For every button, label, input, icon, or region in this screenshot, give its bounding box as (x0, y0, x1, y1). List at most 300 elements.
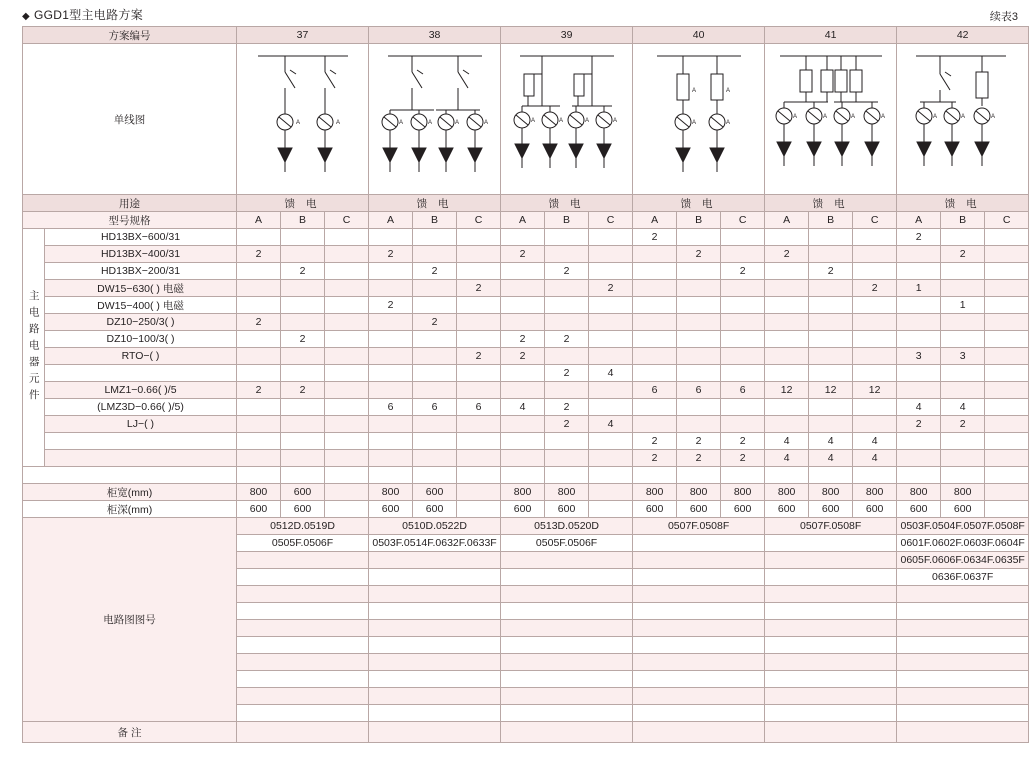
cell (501, 365, 545, 382)
cell (589, 246, 633, 263)
svg-text:A: A (725, 88, 730, 94)
svg-text:A: A (427, 120, 432, 126)
cell (413, 280, 457, 297)
circuit-code-40 (633, 620, 765, 637)
cell (985, 348, 1029, 365)
cell (853, 365, 897, 382)
cell (369, 433, 413, 450)
circuit-code-42 (897, 671, 1029, 688)
cell (765, 297, 809, 314)
cell: 800 (897, 484, 941, 501)
cell (237, 399, 281, 416)
cell (237, 450, 281, 467)
continuation-label: 续表3 (989, 11, 1018, 23)
cell (589, 382, 633, 399)
cell (545, 297, 589, 314)
cell: 2 (941, 246, 985, 263)
component-name: (LMZ3D−0.66( )/5) (45, 399, 237, 416)
cell (369, 467, 413, 484)
cell: 4 (589, 416, 633, 433)
circuit-code-41 (765, 620, 897, 637)
cell (281, 314, 325, 331)
sub-col-a-39: A (501, 212, 545, 229)
cell: 800 (237, 484, 281, 501)
svg-text:A: A (880, 114, 885, 120)
cell (457, 365, 501, 382)
table-row (23, 314, 1029, 331)
component-name: HD13BX−600/31 (45, 229, 237, 246)
cell (545, 246, 589, 263)
cell (501, 297, 545, 314)
cell: 2 (633, 229, 677, 246)
cell (677, 263, 721, 280)
circuit-code-41 (765, 705, 897, 722)
cell (809, 314, 853, 331)
sub-col-b-38: B (413, 212, 457, 229)
cell (325, 501, 369, 518)
cell (897, 263, 941, 280)
cell (457, 331, 501, 348)
circuit-code-41: 0507F.0508F (765, 518, 897, 535)
cell: 600 (369, 501, 413, 518)
svg-text:A: A (850, 114, 855, 120)
cell: 2 (545, 399, 589, 416)
diagram-38 (369, 44, 501, 195)
cell (633, 467, 677, 484)
circuit-code-39 (501, 552, 633, 569)
cell (281, 297, 325, 314)
component-name: DW15−400( ) 电磁 (45, 297, 237, 314)
cell (809, 331, 853, 348)
svg-text:A: A (822, 114, 827, 120)
svg-text:A: A (398, 120, 403, 126)
cell (457, 382, 501, 399)
cell (325, 229, 369, 246)
cell (677, 399, 721, 416)
cell: 2 (501, 331, 545, 348)
cell (765, 314, 809, 331)
cell (941, 229, 985, 246)
cell (413, 433, 457, 450)
cabinet-width-label: 柜宽(mm) (23, 484, 237, 501)
cell (237, 297, 281, 314)
cell (985, 365, 1029, 382)
svg-text:A: A (295, 120, 300, 126)
cell (325, 263, 369, 280)
cell (589, 501, 633, 518)
remark-41 (765, 722, 897, 743)
cell (897, 365, 941, 382)
usage-value-42: 馈 电 (897, 195, 1029, 212)
sub-col-c-39: C (589, 212, 633, 229)
cell: 800 (809, 484, 853, 501)
cell (369, 416, 413, 433)
cell (809, 416, 853, 433)
cell (809, 246, 853, 263)
table-row (23, 382, 1029, 399)
table-row (23, 229, 1029, 246)
cell: 600 (281, 501, 325, 518)
cell (413, 450, 457, 467)
cell (281, 450, 325, 467)
circuit-code-42: 0605F.0606F.0634F.0635F (897, 552, 1029, 569)
cell (765, 280, 809, 297)
cell: 4 (501, 399, 545, 416)
svg-text:A: A (961, 114, 966, 120)
cell (501, 263, 545, 280)
cell: 4 (765, 433, 809, 450)
circuit-code-39 (501, 603, 633, 620)
remark-37 (237, 722, 369, 743)
cell: 6 (413, 399, 457, 416)
cell: 12 (809, 382, 853, 399)
cell (281, 399, 325, 416)
cell (545, 450, 589, 467)
circuit-code-40 (633, 586, 765, 603)
circuit-code-38 (369, 671, 501, 688)
component-name: DZ10−250/3( ) (45, 314, 237, 331)
circuit-code-40 (633, 671, 765, 688)
cell (589, 348, 633, 365)
circuit-code-41 (765, 535, 897, 552)
cell (633, 331, 677, 348)
cell (325, 433, 369, 450)
remark-38 (369, 722, 501, 743)
cell (281, 433, 325, 450)
cell (941, 331, 985, 348)
circuit-code-42 (897, 705, 1029, 722)
table-row (23, 263, 1029, 280)
diamond-icon: ◆ (22, 11, 30, 22)
sub-col-c-42: C (985, 212, 1029, 229)
cell (413, 467, 457, 484)
cell (809, 467, 853, 484)
table-row (23, 399, 1029, 416)
cell: 2 (897, 416, 941, 433)
cell (281, 467, 325, 484)
cell (633, 246, 677, 263)
cell (325, 331, 369, 348)
cell: 2 (589, 280, 633, 297)
cell (985, 416, 1029, 433)
cell (809, 399, 853, 416)
component-name: DW15−630( ) 电磁 (45, 280, 237, 297)
svg-text:A: A (933, 114, 938, 120)
cell (633, 280, 677, 297)
spacer-label (23, 467, 237, 484)
scheme-number-37: 37 (237, 27, 369, 44)
cell: 2 (677, 246, 721, 263)
single-line-diagram-row (23, 44, 1029, 195)
spacer-row (23, 467, 1029, 484)
circuit-code-38 (369, 705, 501, 722)
component-name: HD13BX−400/31 (45, 246, 237, 263)
cell (633, 348, 677, 365)
single-line-label: 单线图 (23, 44, 237, 195)
cell (281, 246, 325, 263)
cell: 4 (853, 450, 897, 467)
cell (457, 263, 501, 280)
cell (985, 450, 1029, 467)
circuit-code-40 (633, 569, 765, 586)
cell (457, 314, 501, 331)
scheme-table (22, 26, 1029, 743)
circuit-code-38 (369, 620, 501, 637)
cell (281, 348, 325, 365)
usage-value-40: 馈 电 (633, 195, 765, 212)
circuit-code-39 (501, 637, 633, 654)
component-name: RTO−( ) (45, 348, 237, 365)
circuit-code-37 (237, 620, 369, 637)
model-spec-row (23, 212, 1029, 229)
circuit-code-39 (501, 586, 633, 603)
circuit-code-41 (765, 569, 897, 586)
cell (281, 416, 325, 433)
cell (589, 399, 633, 416)
cell (237, 467, 281, 484)
cell (721, 331, 765, 348)
cell (457, 297, 501, 314)
circuit-code-40 (633, 637, 765, 654)
cell (281, 365, 325, 382)
circuit-code-40 (633, 654, 765, 671)
scheme-number-39: 39 (501, 27, 633, 44)
cell (941, 450, 985, 467)
cell: 2 (457, 280, 501, 297)
cell (765, 229, 809, 246)
cell (589, 467, 633, 484)
circuit-code-42 (897, 603, 1029, 620)
usage-value-39: 馈 电 (501, 195, 633, 212)
cell (897, 314, 941, 331)
cell (985, 229, 1029, 246)
cell (897, 246, 941, 263)
svg-text:A: A (991, 114, 996, 120)
circuit-code-42: 0503F.0504F.0507F.0508F (897, 518, 1029, 535)
circuit-code-37 (237, 671, 369, 688)
cell (237, 365, 281, 382)
row-header-label: 方案编号 (23, 27, 237, 44)
circuit-code-40 (633, 705, 765, 722)
cell: 800 (369, 484, 413, 501)
cell (633, 365, 677, 382)
model-spec-label: 型号规格 (23, 212, 237, 229)
cell (677, 467, 721, 484)
cell (985, 246, 1029, 263)
cell (325, 450, 369, 467)
sub-col-b-40: B (677, 212, 721, 229)
cell: 600 (413, 484, 457, 501)
circuit-code-37 (237, 603, 369, 620)
svg-text:A: A (612, 118, 617, 124)
cell (369, 348, 413, 365)
cell (501, 382, 545, 399)
scheme-number-42: 42 (897, 27, 1029, 44)
circuit-code-39 (501, 705, 633, 722)
cell: 600 (545, 501, 589, 518)
cell (545, 280, 589, 297)
table-row (23, 348, 1029, 365)
cell (765, 263, 809, 280)
document-title (22, 6, 143, 23)
cell (721, 467, 765, 484)
cell (853, 297, 897, 314)
cell (457, 450, 501, 467)
cell (545, 348, 589, 365)
cell (677, 297, 721, 314)
cell (897, 433, 941, 450)
cell (985, 297, 1029, 314)
circuit-code-39 (501, 620, 633, 637)
cell (765, 365, 809, 382)
svg-text:A: A (558, 118, 563, 124)
cell (765, 348, 809, 365)
scheme-number-41: 41 (765, 27, 897, 44)
cell (281, 229, 325, 246)
cell (501, 467, 545, 484)
cell (457, 501, 501, 518)
circuit-code-39: 0513D.0520D (501, 518, 633, 535)
cell (985, 467, 1029, 484)
cell (853, 467, 897, 484)
cell (589, 331, 633, 348)
circuit-code-40 (633, 535, 765, 552)
cell (941, 280, 985, 297)
cell: 2 (369, 297, 413, 314)
diagram-37 (237, 44, 369, 195)
cell: 600 (413, 501, 457, 518)
circuit-code-38 (369, 637, 501, 654)
cell: 2 (721, 433, 765, 450)
svg-text:A: A (454, 120, 459, 126)
cell (325, 348, 369, 365)
cell: 4 (809, 433, 853, 450)
cell (413, 348, 457, 365)
circuit-code-39 (501, 654, 633, 671)
cell (633, 263, 677, 280)
cell: 800 (941, 484, 985, 501)
cell (677, 314, 721, 331)
cell: 600 (809, 501, 853, 518)
sub-col-b-37: B (281, 212, 325, 229)
cell: 2 (457, 348, 501, 365)
circuit-code-42 (897, 637, 1029, 654)
cabinet-width-row (23, 484, 1029, 501)
cell (721, 229, 765, 246)
cabinet-depth-label: 柜深(mm) (23, 501, 237, 518)
cell (809, 365, 853, 382)
cell (897, 297, 941, 314)
cell (325, 484, 369, 501)
cell (853, 399, 897, 416)
remark-39 (501, 722, 633, 743)
cell: 4 (589, 365, 633, 382)
cell (941, 263, 985, 280)
cell (589, 229, 633, 246)
circuit-code-41 (765, 552, 897, 569)
cell: 2 (853, 280, 897, 297)
cell (501, 450, 545, 467)
circuit-code-42 (897, 688, 1029, 705)
cell (589, 433, 633, 450)
cell (765, 467, 809, 484)
cell (853, 263, 897, 280)
cell: 800 (501, 484, 545, 501)
circuit-code-41 (765, 671, 897, 688)
cell (897, 382, 941, 399)
circuit-code-39 (501, 569, 633, 586)
circuit-code-row (23, 518, 1029, 535)
cell (413, 365, 457, 382)
cell (809, 280, 853, 297)
cell (985, 501, 1029, 518)
component-name: LMZ1−0.66( )/5 (45, 382, 237, 399)
cell (721, 365, 765, 382)
cell: 800 (721, 484, 765, 501)
cell: 6 (457, 399, 501, 416)
svg-text:A: A (335, 120, 340, 126)
cell (765, 399, 809, 416)
side-label-main: 主电路电器元件 (23, 229, 45, 467)
cell (721, 280, 765, 297)
circuit-code-37 (237, 688, 369, 705)
circuit-code-37 (237, 569, 369, 586)
sub-col-a-38: A (369, 212, 413, 229)
cell: 2 (545, 263, 589, 280)
circuit-code-40 (633, 552, 765, 569)
cell (545, 229, 589, 246)
cell (237, 280, 281, 297)
cell (369, 263, 413, 280)
table-row (23, 365, 1029, 382)
cell (369, 280, 413, 297)
cell (457, 467, 501, 484)
circuit-code-38 (369, 586, 501, 603)
component-name: LJ−( ) (45, 416, 237, 433)
cell (545, 382, 589, 399)
remark-42 (897, 722, 1029, 743)
cell (765, 331, 809, 348)
usage-value-38: 馈 电 (369, 195, 501, 212)
cell (501, 229, 545, 246)
cell: 800 (677, 484, 721, 501)
cell: 6 (369, 399, 413, 416)
cell: 600 (237, 501, 281, 518)
cell (721, 348, 765, 365)
cell (985, 382, 1029, 399)
sub-col-c-37: C (325, 212, 369, 229)
cell: 2 (545, 416, 589, 433)
cell: 3 (897, 348, 941, 365)
cell (677, 331, 721, 348)
cell (325, 297, 369, 314)
cell: 2 (721, 263, 765, 280)
diagram-40 (633, 44, 765, 195)
cell (633, 297, 677, 314)
cell (457, 416, 501, 433)
cell (721, 399, 765, 416)
cell (237, 416, 281, 433)
cell: 600 (501, 501, 545, 518)
sub-col-c-38: C (457, 212, 501, 229)
cell: 3 (941, 348, 985, 365)
cell (809, 229, 853, 246)
cell (413, 297, 457, 314)
cell (853, 331, 897, 348)
circuit-code-37 (237, 705, 369, 722)
cell (325, 382, 369, 399)
circuit-code-40: 0507F.0508F (633, 518, 765, 535)
